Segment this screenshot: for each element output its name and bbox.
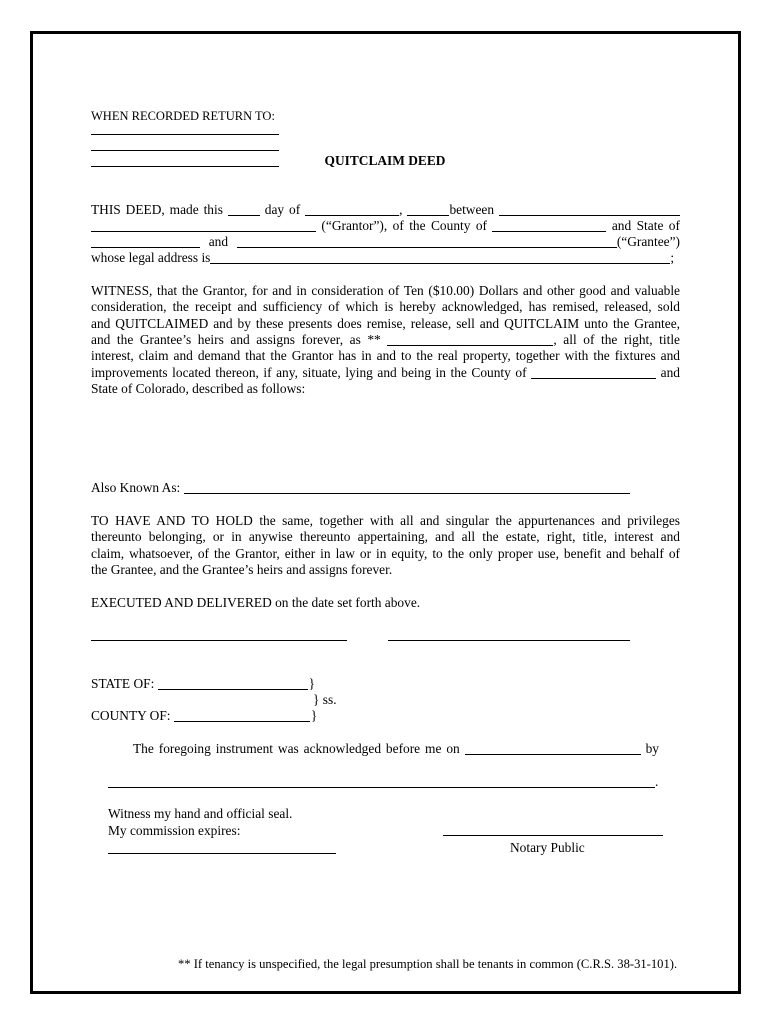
- also-known-as-label: Also Known As:: [91, 480, 181, 495]
- deed-clause: [91, 202, 680, 266]
- made-this-text: THIS DEED, made this: [91, 202, 223, 217]
- state-row: [91, 676, 315, 692]
- acknowledgment-date-blank[interactable]: [465, 754, 641, 755]
- improvements-text: improvements located thereon, if any, situate, lying and being in the County of: [91, 364, 527, 380]
- witness-clause-line: [91, 332, 680, 348]
- county-label: COUNTY OF:: [91, 708, 171, 723]
- grantor-state-blank[interactable]: [91, 247, 200, 248]
- ss-label: } ss.: [313, 692, 337, 707]
- return-to-line[interactable]: [91, 150, 279, 151]
- and-state-of-text: and State of: [611, 218, 680, 233]
- state-blank[interactable]: [158, 689, 308, 690]
- habendum-clause-line: the Grantee, and the Grantee’s heirs and assigns forever.: [91, 561, 393, 577]
- grantor-signature-line[interactable]: [388, 640, 630, 641]
- habendum-clause: [91, 513, 680, 578]
- deed-clause-line: [91, 218, 680, 234]
- notary-signature-line[interactable]: [443, 835, 663, 836]
- county-row: [91, 708, 317, 724]
- notary-public-label: Notary Public: [510, 840, 585, 855]
- witness-clause-line: State of Colorado, described as follows:: [91, 380, 306, 396]
- witness-clause-line: consideration, the receipt and sufficiency of which is hereby acknowledged, has remised, released, sold: [91, 299, 680, 315]
- grantor-county-text: (“Grantor”), of the County of: [321, 218, 488, 233]
- tenancy-footnote: ** If tenancy is unspecified, the legal presumption shall be tenants in common (C.R.S. 38-31-101).: [178, 957, 678, 971]
- witness-clause-line: [91, 365, 680, 381]
- habendum-clause-line: TO HAVE AND TO HOLD the same, together with all and singular the appurtenances and privileges: [91, 513, 680, 528]
- witness-clause-line: interest, claim and demand that the Grantor has in and to the real property, together with the fixtures and: [91, 348, 680, 364]
- acknowledgment-line: [133, 741, 659, 757]
- commission-expires-label: My commission expires:: [108, 823, 241, 838]
- grantee-text: (“Grantee”): [616, 234, 680, 249]
- day-blank[interactable]: [228, 215, 260, 216]
- witness-clause: [91, 283, 680, 397]
- executed-statement: EXECUTED AND DELIVERED on the date set forth above.: [91, 595, 421, 610]
- state-label: STATE OF:: [91, 676, 155, 691]
- habendum-clause-line: thereunto belonging, or in anywise thereunto appertaining, and all the estate, right, title, interest and: [91, 529, 680, 545]
- and-text: and: [208, 234, 229, 249]
- witness-seal-text: Witness my hand and official seal.: [108, 806, 293, 821]
- day-of-text: day of: [264, 202, 301, 217]
- comma-text: ,: [399, 202, 403, 217]
- grantee-address-blank[interactable]: [210, 263, 670, 264]
- foregoing-text: The foregoing instrument was acknowledged before me on: [133, 741, 460, 756]
- grantee-name-blank[interactable]: [237, 247, 617, 248]
- property-county-blank[interactable]: [531, 378, 656, 379]
- document-title: QUITCLAIM DEED: [324, 153, 446, 168]
- legal-address-text: whose legal address is: [91, 250, 211, 265]
- month-blank[interactable]: [305, 215, 399, 216]
- brace: }: [308, 676, 316, 691]
- year-blank[interactable]: [407, 215, 449, 216]
- grantor-county-blank[interactable]: [492, 231, 606, 232]
- right-title-text: , all of the right, title: [553, 331, 681, 347]
- county-blank[interactable]: [174, 721, 310, 722]
- deed-clause-line: [91, 234, 680, 250]
- period-text: .: [655, 774, 659, 789]
- commission-expiration-blank[interactable]: [108, 853, 336, 854]
- grantor-name-blank[interactable]: [499, 215, 680, 216]
- return-to-line[interactable]: [91, 134, 279, 135]
- tenancy-blank[interactable]: [387, 345, 553, 346]
- habendum-clause-line: claim, whatsoever, of the Grantor, either in law or in equity, to the only proper use, benefit and behalf of: [91, 545, 680, 561]
- grantor-signature-line[interactable]: [91, 640, 347, 641]
- brace: }: [310, 708, 318, 723]
- and-text: and: [660, 364, 680, 380]
- between-text: between: [449, 202, 495, 217]
- deed-clause-line: [91, 250, 680, 266]
- acknowledged-by-row: [108, 774, 658, 790]
- also-known-as-blank[interactable]: [184, 493, 630, 494]
- witness-clause-line: WITNESS, that the Grantor, for and in consideration of Ten ($10.00) Dollars and other good and valuable: [91, 283, 680, 298]
- acknowledged-by-blank[interactable]: [108, 787, 655, 788]
- grantor-name-blank-continued[interactable]: [91, 231, 316, 232]
- semicolon-text: ;: [670, 250, 675, 265]
- return-to-label: WHEN RECORDED RETURN TO:: [91, 109, 275, 123]
- witness-clause-line: and QUITCLAIMED and by these presents does remise, release, sell and QUITCLAIM unto the Grantee,: [91, 315, 680, 331]
- also-known-as-row: [91, 480, 630, 496]
- by-text: by: [645, 741, 659, 756]
- tenancy-text: and the Grantee’s heirs and assigns forever, as **: [91, 331, 381, 347]
- deed-clause-line: [91, 202, 680, 218]
